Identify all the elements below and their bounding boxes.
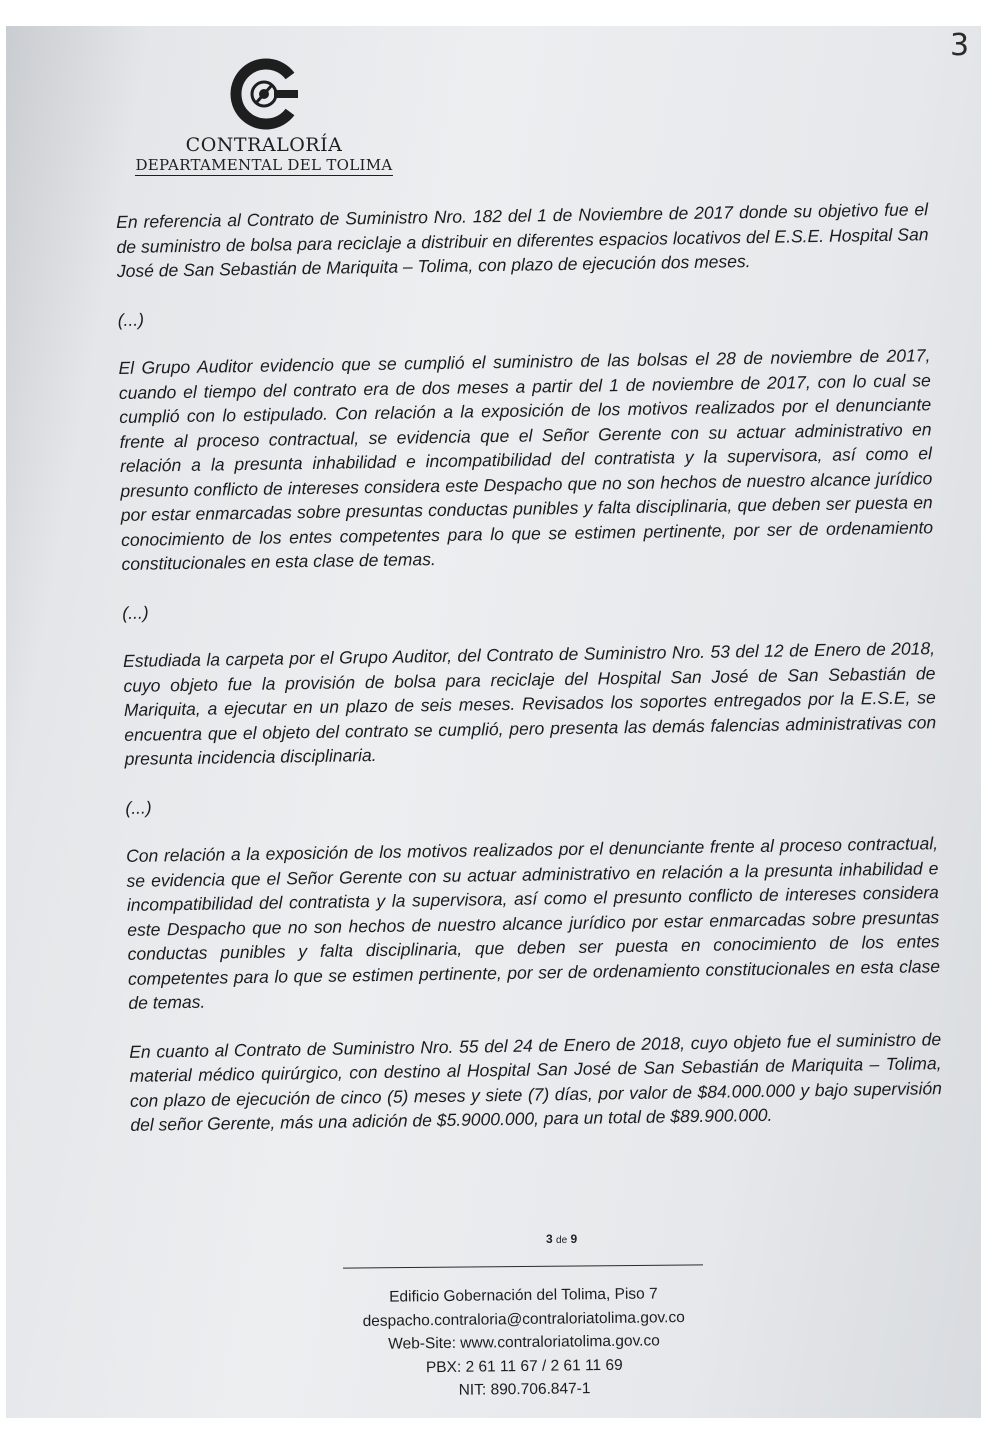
org-name-line2: DEPARTAMENTAL DEL TOLIMA xyxy=(135,156,393,174)
footer-nit: NIT: 890.706.847-1 xyxy=(458,1380,591,1399)
document-body xyxy=(116,197,943,1161)
page-corner-mark: 3 xyxy=(950,28,970,63)
footer-divider xyxy=(343,1264,703,1268)
org-name-line1: CONTRALORÍA xyxy=(185,134,343,156)
paragraph-audit-findings: El Grupo Auditor evidencio que se cumplió el suministro de las bolsas el 28 de noviembre de 2017, cuando el tiempo del contrato era de dos meses a partir del 1 de noviembre de 2017, con lo cual se cumplió con lo estipulado. Con relación a la exposición de los motivos realizados por el denunciante frente al proceso contractual, se evidencia que el Señor Gerente con su actuar administrativo en relación a la presunta inhabilidad e incompatibilidad del contratista y la supervisora, así como el presunto conflicto de intereses considera este Despacho que no son hechos de nuestro alcance jurídico por estar enmarcadas sobre presuntas conductas punibles y falta disciplinaria, que deben ser puesta en conocimiento de los entes competentes para lo que se estimen pertinente, por ser de ordenamiento constitucionales en esta clase de temas. xyxy=(118,345,934,574)
footer-website: Web-Site: www.contraloriatolima.gov.co xyxy=(388,1332,660,1353)
document-page xyxy=(6,26,981,1418)
page-number-of-label: de xyxy=(556,1235,568,1246)
ellipsis-marker: (...) xyxy=(122,602,149,623)
paragraph-complaint-motives: Con relación a la exposición de los motivos realizados por el denunciante frente al proceso contractual, se evidencia que el Señor Gerente con su actuar administrativo en relación a la presunta inhabilidad e incompatibilidad del contratista y la supervisora, así como el presunto conflicto de intereses considera este Despacho que no son hechos de nuestro alcance jurídico por estar enmarcadas sobre presuntas conductas punibles y falta disciplinaria, que deben ser puesta en conocimiento de los entes competentes para lo que se estimen pertinente, por ser de ordenamiento constitucionales en esta clase de temas. xyxy=(125,833,941,1013)
paragraph-contract-53: Estudiada la carpeta por el Grupo Auditor, del Contrato de Suministro Nro. 53 del 12 de Enero de 2018, cuyo objeto fue la provisión de bolsa para reciclaje del Hospital San José de San Sebastián de Mariquita, a ejecutar en un plazo de seis meses. Revisados los soportes entregados por la E.S.E, se encuentra que el objeto del contrato se cumplió, pero presenta las demás falencias administrativas con presunta incidencia disciplinaria. xyxy=(122,638,937,769)
contraloria-logo xyxy=(134,56,394,176)
ellipsis-marker: (...) xyxy=(117,309,145,330)
page-number-current: 3 xyxy=(546,1232,553,1246)
paragraph-contract-55: En cuanto al Contrato de Suministro Nro. 55 del 24 de Enero de 2018, cuyo objeto fue el suministro de material médico quirúrgico, con destino al Hospital San José de San Sebastián de Mariquita – Tolima, con plazo de ejecución de cinco (5) meses y siete (7) días, por valor de $84.000.000 y bajo supervisión del señor Gerente, más una adición de $5.9000.000, para un total de $89.900.000. xyxy=(129,1028,943,1135)
footer-email: despacho.contraloria@contraloriatolima.gov.co xyxy=(362,1308,685,1330)
page-number xyxy=(546,1232,577,1246)
footer-address: Edificio Gobernación del Tolima, Piso 7 xyxy=(389,1285,658,1306)
contraloria-emblem-icon xyxy=(226,56,302,132)
ellipsis-marker: (...) xyxy=(125,797,152,818)
paragraph-contract-182: En referencia al Contrato de Suministro Nro. 182 del 1 de Noviembre de 2017 donde su objetivo fue el de suministro de bolsa para reciclaje a distribuir en diferentes espacios locativos del E.S.E. Hospital San José de San Sebastián de Mariquita – Tolima, con plazo de ejecución dos meses. xyxy=(116,199,929,281)
footer-contact-block xyxy=(323,1282,724,1404)
footer-phone: PBX: 2 61 11 67 / 2 61 11 69 xyxy=(425,1356,623,1376)
page-number-total: 9 xyxy=(570,1232,578,1246)
